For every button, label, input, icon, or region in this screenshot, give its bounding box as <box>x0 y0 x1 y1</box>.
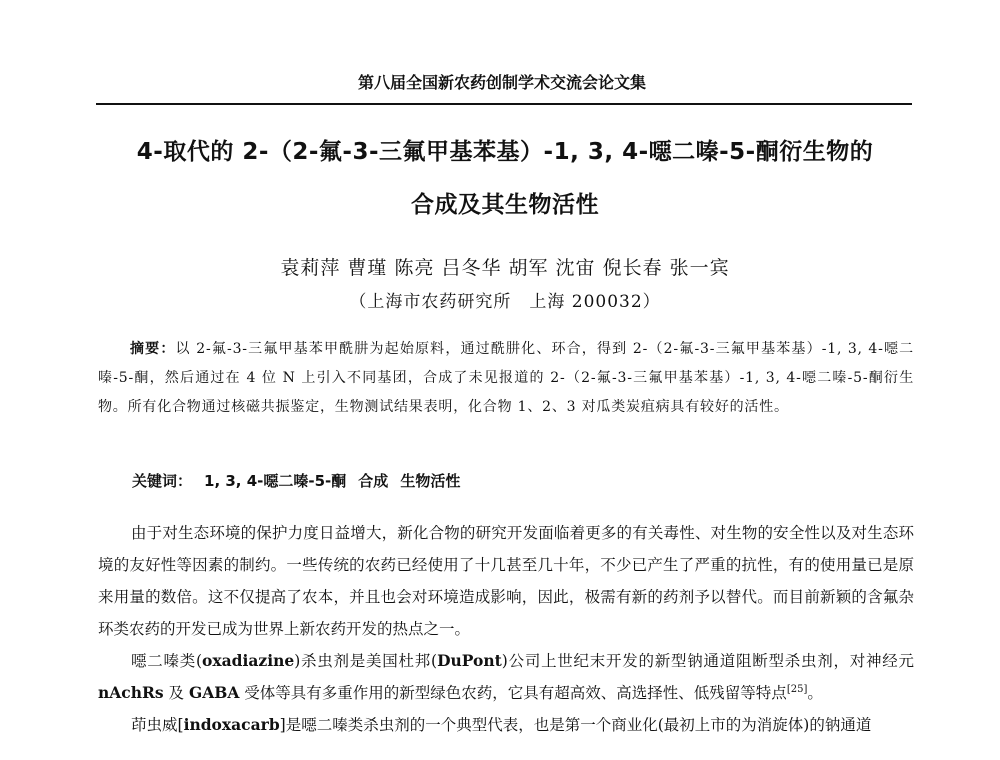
body-paragraph-3 <box>98 709 914 741</box>
abstract-text: 以 2-氟-3-三氟甲基苯甲酰肼为起始原料，通过酰肼化、环合，得到 2-（2-氟-3-三氟甲基苯基）-1, 3, 4-噁二嗪-5-酮，然后通过在 4 位 N 上引入不同基团，合成了未见报道的 2-（2-氟-3-三氟甲基苯基）-1, 3, 4-噁二嗪-5-酮衍生物。所有化合物通过核磁共振鉴定，生物测试结果表明，化合物 1、2、3 对瓜类炭疽病具有较好的活性。 <box>98 341 914 415</box>
text-run: )杀虫剂是美国杜邦( <box>294 652 438 670</box>
text-run: ]是噁二嗪类杀虫剂的一个典型代表，也是第一个商业化(最初上市的为消旋体)的钠通道 <box>279 716 872 734</box>
text-run: 茚虫威[ <box>131 716 184 734</box>
running-head: 第八届全国新农药创制学术交流会论文集 <box>357 73 646 92</box>
body-paragraph-1: 由于对生态环境的保护力度日益增大，新化合物的研究开发面临着更多的有关毒性、对生物的安全性以及对生态环境的友好性等因素的制约。一些传统的农药已经使用了十几甚至几十年，不少已产生了严重的抗性，有的使用量已是原来用量的数倍。这不仅提高了农本，并且也会对环境造成影响，因此，极需有新的药剂予以替代。而目前新颖的含氟杂环类农药的开发已成为世界上新农药开发的热点之一。 <box>98 524 914 638</box>
term-dupont: DuPont <box>437 651 502 670</box>
paper-title-line-1: 4-取代的 2-（2-氟-3-三氟甲基苯基）-1, 3, 4-噁二嗪-5-酮衍生物的 <box>136 139 874 165</box>
keyword-item: 1, 3, 4-噁二嗪-5-酮 <box>204 472 347 490</box>
text-run: 受体等具有多重作用的新型绿色农药，它具有超高效、高选择性、低残留等特点 <box>239 684 787 702</box>
keyword-item: 合成 <box>358 472 389 490</box>
body-text <box>98 517 914 741</box>
keywords <box>98 470 914 491</box>
abstract <box>98 335 914 422</box>
body-paragraph-2 <box>98 645 914 709</box>
abstract-label: 摘要： <box>130 341 176 357</box>
paper-title-line-2: 合成及其生物活性 <box>411 192 599 218</box>
term-gaba: GABA <box>188 683 240 702</box>
text-run: 噁二嗪类( <box>131 652 203 670</box>
affiliation: （上海市农药研究所 上海 200032） <box>349 292 661 312</box>
term-oxadiazine: oxadiazine <box>202 651 295 670</box>
term-indoxacarb: indoxacarb <box>183 715 280 734</box>
text-run: 。 <box>807 684 823 702</box>
keywords-label: 关键词： <box>132 472 193 490</box>
header-rule <box>96 103 912 105</box>
text-run: )公司上世纪末开发的新型钠通道阻断型杀虫剂，对神经元 <box>501 652 914 670</box>
keyword-item: 生物活性 <box>400 472 461 490</box>
citation-ref: [25] <box>786 683 808 695</box>
author-list: 袁莉萍 曹瑾 陈亮 吕冬华 胡军 沈宙 倪长春 张一宾 <box>280 257 730 279</box>
text-run: 及 <box>163 684 189 702</box>
term-nachrs: nAchRs <box>98 683 164 702</box>
